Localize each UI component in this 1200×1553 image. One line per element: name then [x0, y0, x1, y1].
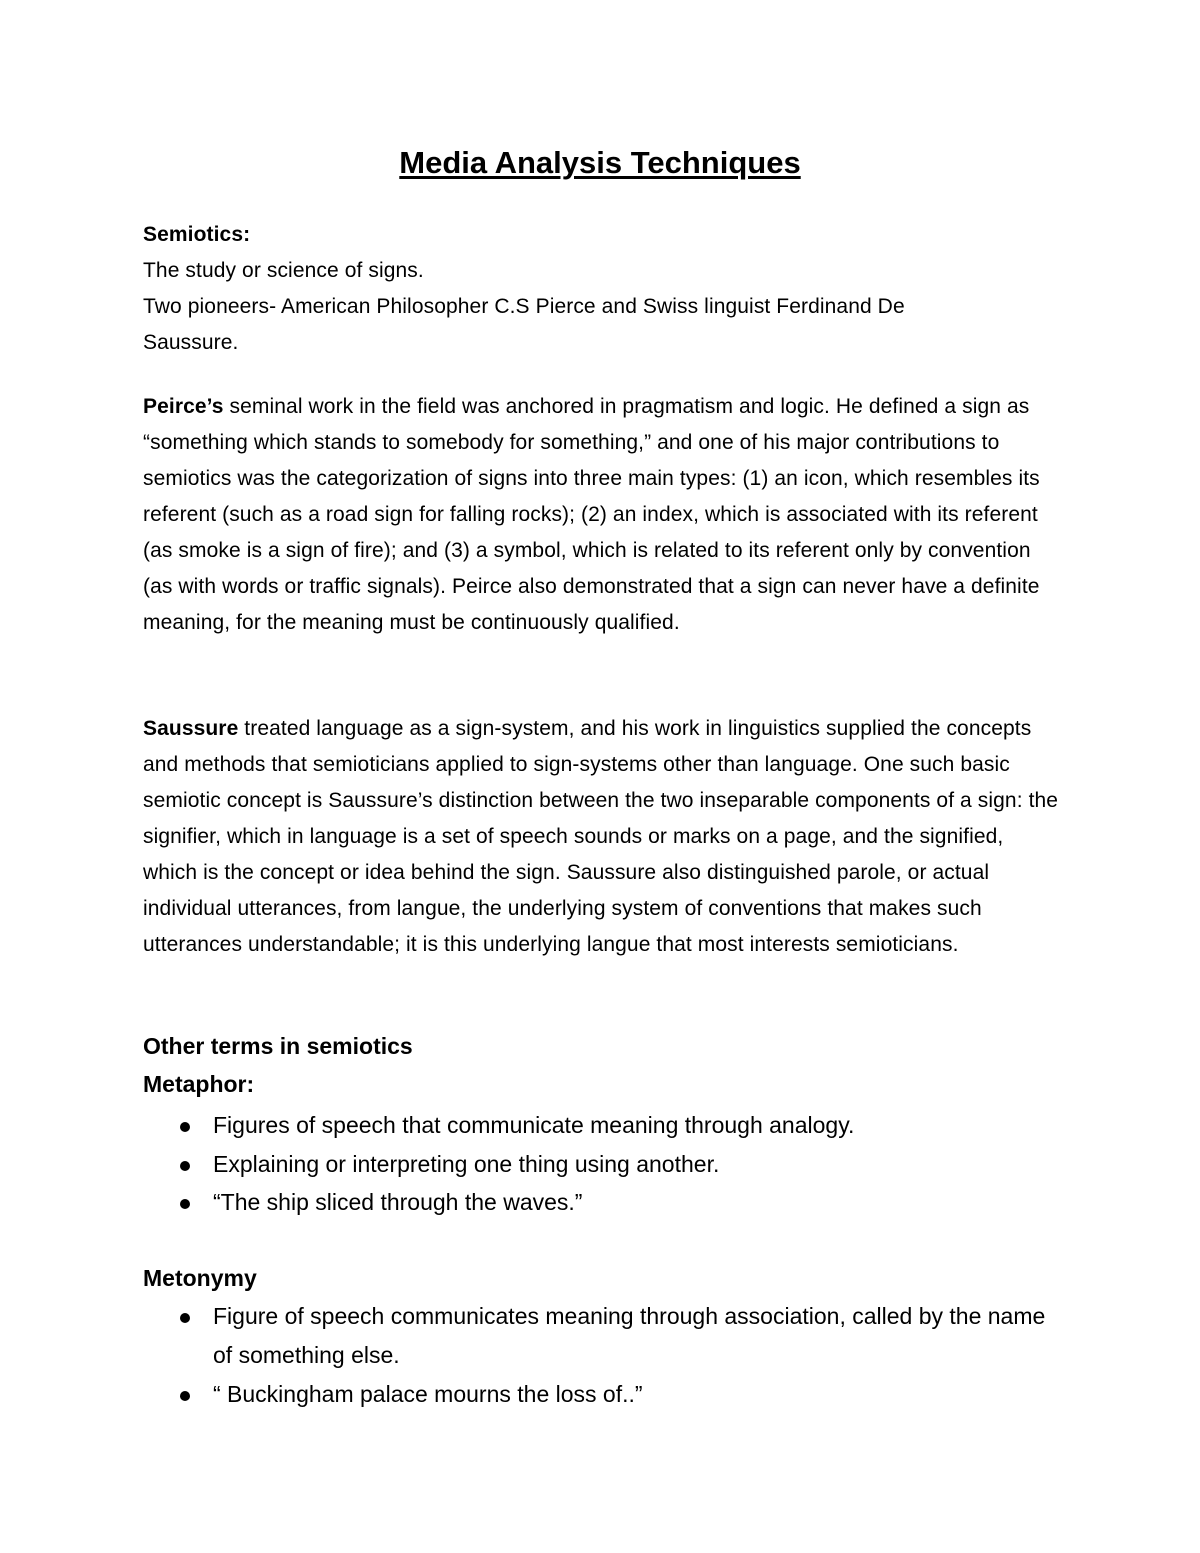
list-item-text: Explaining or interpreting one thing using another.	[213, 1150, 720, 1177]
metonymy-heading: Metonymy	[143, 1265, 257, 1291]
bullet-icon	[180, 1199, 190, 1209]
semiotics-definition: The study or science of signs.	[143, 259, 424, 282]
other-terms-heading: Other terms in semiotics	[143, 1033, 413, 1059]
semiotics-section	[143, 217, 1063, 361]
saussure-text: treated language as a sign-system, and his work in linguistics supplied the concepts and methods that semioticians applied to sign-systems other than language. One such basic semiotic concept is Saussure’s distinction between the two inseparable components of a sign: the signifier, which in language is a set of speech sounds or marks on a page, and the signified, which is the concept or idea behind the sign. Saussure also distinguished parole, or actual individual utterances, from langue, the underlying system of conventions that makes such utterances understandable; it is this underlying langue that most interests semioticians.	[143, 717, 1059, 956]
peirce-lead: Peirce’s	[143, 395, 224, 418]
saussure-paragraph	[143, 711, 1063, 963]
list-item	[143, 1183, 1063, 1222]
page-title: Media Analysis Techniques	[399, 145, 801, 180]
list-item-text: Figures of speech that communicate meaning through analogy.	[213, 1112, 855, 1138]
metaphor-heading: Metaphor:	[143, 1071, 255, 1097]
list-item-text: Figure of speech communicates meaning through association, called by the name of something else.	[213, 1303, 1046, 1368]
bullet-icon	[180, 1391, 190, 1401]
semiotics-pioneers-line: Two pioneers- American Philosopher C.S Pierce and Swiss linguist Ferdinand De	[143, 295, 905, 318]
peirce-paragraph	[143, 389, 1063, 641]
list-item	[143, 1297, 1063, 1375]
bullet-icon	[180, 1122, 190, 1132]
semiotics-label: Semiotics:	[143, 223, 251, 246]
semiotics-pioneers-line-end: Saussure.	[143, 331, 239, 354]
list-item	[143, 1145, 1063, 1184]
list-item-text: “ Buckingham palace mourns the loss of..”	[213, 1381, 643, 1407]
list-item	[143, 1106, 1063, 1145]
saussure-lead: Saussure	[143, 717, 239, 740]
list-item	[143, 1375, 1063, 1414]
peirce-text: seminal work in the field was anchored in pragmatism and logic. He defined a sign as “something which stands to somebody for something,” and one of his major contributions to semiotics was the categorization of signs into three main types: (1) an icon, which resembles its referent (such as a road sign for falling rocks); (2) an index, which is associated with its referent (as smoke is a sign of fire); and (3) a symbol, which is related to its referent only by convention (as with words or traffic signals). Peirce also demonstrated that a sign can never have a definite meaning, for the meaning must be continuously qualified.	[143, 395, 1040, 634]
bullet-icon	[180, 1313, 190, 1323]
metonymy-list	[143, 1297, 1063, 1414]
bullet-icon	[180, 1161, 190, 1171]
metaphor-list	[143, 1106, 1063, 1222]
list-item-text: “The ship sliced through the waves.”	[213, 1189, 583, 1215]
